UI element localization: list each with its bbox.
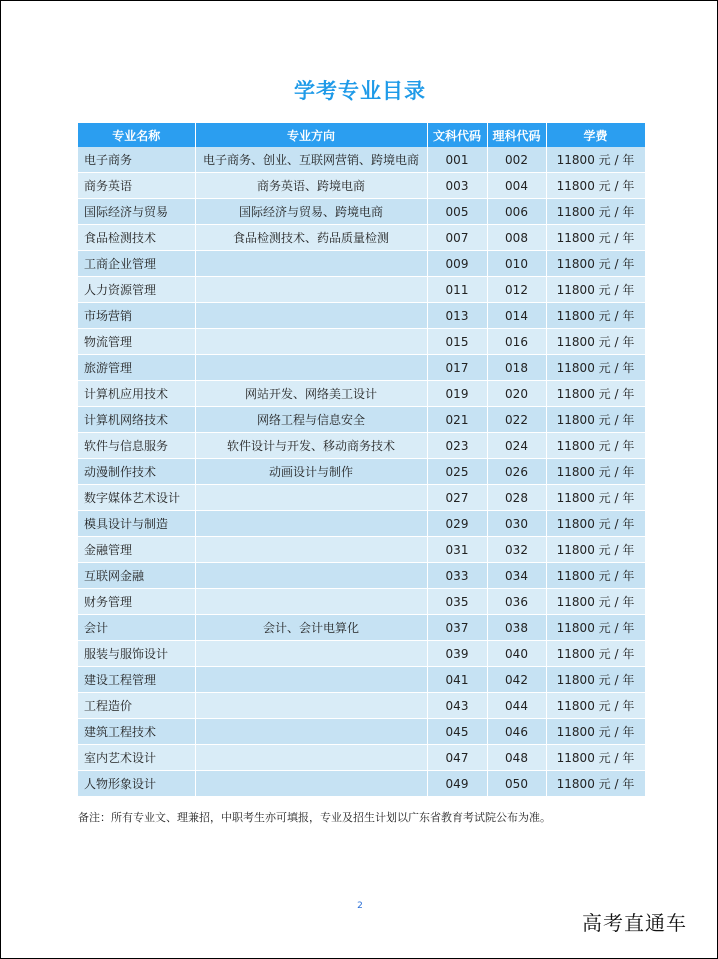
arts-code-cell: 049 — [427, 771, 487, 797]
tuition-cell: 11800 元 / 年 — [546, 225, 645, 251]
table-row — [78, 693, 645, 719]
direction-cell: 食品检测技术、药品质量检测 — [195, 225, 427, 251]
arts-code-cell: 031 — [427, 537, 487, 563]
arts-code-cell: 039 — [427, 641, 487, 667]
footnote: 备注：所有专业文、理兼招，中职考生亦可填报，专业及招生计划以广东省教育考试院公布为准。 — [78, 811, 551, 824]
arts-code-cell: 009 — [427, 251, 487, 277]
tuition-cell: 11800 元 / 年 — [546, 251, 645, 277]
tuition-cell: 11800 元 / 年 — [546, 511, 645, 537]
science-code-cell: 004 — [487, 173, 546, 199]
direction-cell: 动画设计与制作 — [195, 459, 427, 485]
science-code-cell: 012 — [487, 277, 546, 303]
watermark-text: 高考直通车 — [582, 911, 687, 935]
direction-cell — [195, 745, 427, 771]
table-row — [78, 589, 645, 615]
tuition-cell: 11800 元 / 年 — [546, 719, 645, 745]
major-name-cell: 工程造价 — [78, 693, 195, 719]
major-name-cell: 数字媒体艺术设计 — [78, 485, 195, 511]
major-name-cell: 室内艺术设计 — [78, 745, 195, 771]
direction-cell — [195, 251, 427, 277]
science-code-cell: 040 — [487, 641, 546, 667]
tuition-cell: 11800 元 / 年 — [546, 147, 645, 173]
table-body — [78, 147, 645, 797]
direction-cell: 国际经济与贸易、跨境电商 — [195, 199, 427, 225]
arts-code-cell: 021 — [427, 407, 487, 433]
major-name-cell: 金融管理 — [78, 537, 195, 563]
table-row — [78, 719, 645, 745]
science-code-cell: 018 — [487, 355, 546, 381]
direction-cell — [195, 771, 427, 797]
direction-cell — [195, 537, 427, 563]
header-science-code: 理科代码 — [487, 123, 546, 147]
tuition-cell: 11800 元 / 年 — [546, 589, 645, 615]
tuition-cell: 11800 元 / 年 — [546, 407, 645, 433]
direction-cell — [195, 641, 427, 667]
table-row — [78, 251, 645, 277]
science-code-cell: 038 — [487, 615, 546, 641]
science-code-cell: 006 — [487, 199, 546, 225]
table-row — [78, 771, 645, 797]
science-code-cell: 022 — [487, 407, 546, 433]
direction-cell: 电子商务、创业、互联网营销、跨境电商 — [195, 147, 427, 173]
tuition-cell: 11800 元 / 年 — [546, 381, 645, 407]
arts-code-cell: 003 — [427, 173, 487, 199]
science-code-cell: 016 — [487, 329, 546, 355]
major-name-cell: 国际经济与贸易 — [78, 199, 195, 225]
science-code-cell: 044 — [487, 693, 546, 719]
direction-cell — [195, 303, 427, 329]
major-name-cell: 会计 — [78, 615, 195, 641]
science-code-cell: 034 — [487, 563, 546, 589]
table-row — [78, 225, 645, 251]
tuition-cell: 11800 元 / 年 — [546, 771, 645, 797]
arts-code-cell: 045 — [427, 719, 487, 745]
major-name-cell: 商务英语 — [78, 173, 195, 199]
page-number: 2 — [357, 901, 363, 911]
direction-cell — [195, 485, 427, 511]
direction-cell — [195, 329, 427, 355]
science-code-cell: 014 — [487, 303, 546, 329]
arts-code-cell: 023 — [427, 433, 487, 459]
science-code-cell: 002 — [487, 147, 546, 173]
table-row — [78, 745, 645, 771]
science-code-cell: 030 — [487, 511, 546, 537]
science-code-cell: 046 — [487, 719, 546, 745]
major-name-cell: 动漫制作技术 — [78, 459, 195, 485]
table-row — [78, 355, 645, 381]
science-code-cell: 020 — [487, 381, 546, 407]
page-title: 学考专业目录 — [294, 79, 426, 103]
header-arts-code: 文科代码 — [427, 123, 487, 147]
science-code-cell: 048 — [487, 745, 546, 771]
major-name-cell: 人物形象设计 — [78, 771, 195, 797]
table-row — [78, 407, 645, 433]
major-name-cell: 食品检测技术 — [78, 225, 195, 251]
science-code-cell: 050 — [487, 771, 546, 797]
table-row — [78, 459, 645, 485]
majors-table — [78, 123, 646, 797]
major-name-cell: 旅游管理 — [78, 355, 195, 381]
science-code-cell: 026 — [487, 459, 546, 485]
direction-cell: 商务英语、跨境电商 — [195, 173, 427, 199]
direction-cell — [195, 355, 427, 381]
arts-code-cell: 001 — [427, 147, 487, 173]
major-name-cell: 物流管理 — [78, 329, 195, 355]
tuition-cell: 11800 元 / 年 — [546, 693, 645, 719]
major-name-cell: 电子商务 — [78, 147, 195, 173]
arts-code-cell: 035 — [427, 589, 487, 615]
direction-cell: 会计、会计电算化 — [195, 615, 427, 641]
direction-cell — [195, 589, 427, 615]
arts-code-cell: 025 — [427, 459, 487, 485]
arts-code-cell: 011 — [427, 277, 487, 303]
header-direction: 专业方向 — [195, 123, 427, 147]
science-code-cell: 036 — [487, 589, 546, 615]
arts-code-cell: 033 — [427, 563, 487, 589]
table-row — [78, 641, 645, 667]
major-name-cell: 模具设计与制造 — [78, 511, 195, 537]
major-name-cell: 计算机网络技术 — [78, 407, 195, 433]
table-row — [78, 329, 645, 355]
tuition-cell: 11800 元 / 年 — [546, 199, 645, 225]
major-name-cell: 服装与服饰设计 — [78, 641, 195, 667]
tuition-cell: 11800 元 / 年 — [546, 303, 645, 329]
arts-code-cell: 029 — [427, 511, 487, 537]
tuition-cell: 11800 元 / 年 — [546, 537, 645, 563]
table-row — [78, 303, 645, 329]
tuition-cell: 11800 元 / 年 — [546, 459, 645, 485]
arts-code-cell: 015 — [427, 329, 487, 355]
direction-cell — [195, 667, 427, 693]
science-code-cell: 008 — [487, 225, 546, 251]
table-row — [78, 563, 645, 589]
header-tuition: 学费 — [546, 123, 645, 147]
tuition-cell: 11800 元 / 年 — [546, 277, 645, 303]
direction-cell — [195, 277, 427, 303]
arts-code-cell: 041 — [427, 667, 487, 693]
tuition-cell: 11800 元 / 年 — [546, 667, 645, 693]
direction-cell — [195, 693, 427, 719]
major-name-cell: 市场营销 — [78, 303, 195, 329]
direction-cell — [195, 563, 427, 589]
science-code-cell: 024 — [487, 433, 546, 459]
arts-code-cell: 037 — [427, 615, 487, 641]
tuition-cell: 11800 元 / 年 — [546, 433, 645, 459]
major-name-cell: 互联网金融 — [78, 563, 195, 589]
tuition-cell: 11800 元 / 年 — [546, 615, 645, 641]
table-row — [78, 511, 645, 537]
arts-code-cell: 017 — [427, 355, 487, 381]
tuition-cell: 11800 元 / 年 — [546, 329, 645, 355]
direction-cell — [195, 511, 427, 537]
major-name-cell: 财务管理 — [78, 589, 195, 615]
tuition-cell: 11800 元 / 年 — [546, 641, 645, 667]
table-row — [78, 381, 645, 407]
table-header-row — [78, 123, 645, 147]
major-name-cell: 建设工程管理 — [78, 667, 195, 693]
direction-cell: 网络工程与信息安全 — [195, 407, 427, 433]
table-row — [78, 433, 645, 459]
direction-cell — [195, 719, 427, 745]
major-name-cell: 工商企业管理 — [78, 251, 195, 277]
tuition-cell: 11800 元 / 年 — [546, 173, 645, 199]
arts-code-cell: 047 — [427, 745, 487, 771]
arts-code-cell: 013 — [427, 303, 487, 329]
science-code-cell: 032 — [487, 537, 546, 563]
header-major-name: 专业名称 — [78, 123, 195, 147]
major-name-cell: 人力资源管理 — [78, 277, 195, 303]
table-row — [78, 615, 645, 641]
arts-code-cell: 007 — [427, 225, 487, 251]
table-row — [78, 147, 645, 173]
tuition-cell: 11800 元 / 年 — [546, 745, 645, 771]
table-row — [78, 537, 645, 563]
table-row — [78, 485, 645, 511]
arts-code-cell: 005 — [427, 199, 487, 225]
table-row — [78, 173, 645, 199]
science-code-cell: 042 — [487, 667, 546, 693]
arts-code-cell: 027 — [427, 485, 487, 511]
arts-code-cell: 043 — [427, 693, 487, 719]
direction-cell: 软件设计与开发、移动商务技术 — [195, 433, 427, 459]
table-row — [78, 667, 645, 693]
science-code-cell: 028 — [487, 485, 546, 511]
tuition-cell: 11800 元 / 年 — [546, 355, 645, 381]
major-name-cell: 建筑工程技术 — [78, 719, 195, 745]
table-row — [78, 199, 645, 225]
major-name-cell: 软件与信息服务 — [78, 433, 195, 459]
arts-code-cell: 019 — [427, 381, 487, 407]
major-name-cell: 计算机应用技术 — [78, 381, 195, 407]
tuition-cell: 11800 元 / 年 — [546, 563, 645, 589]
direction-cell: 网站开发、网络美工设计 — [195, 381, 427, 407]
science-code-cell: 010 — [487, 251, 546, 277]
table-row — [78, 277, 645, 303]
tuition-cell: 11800 元 / 年 — [546, 485, 645, 511]
